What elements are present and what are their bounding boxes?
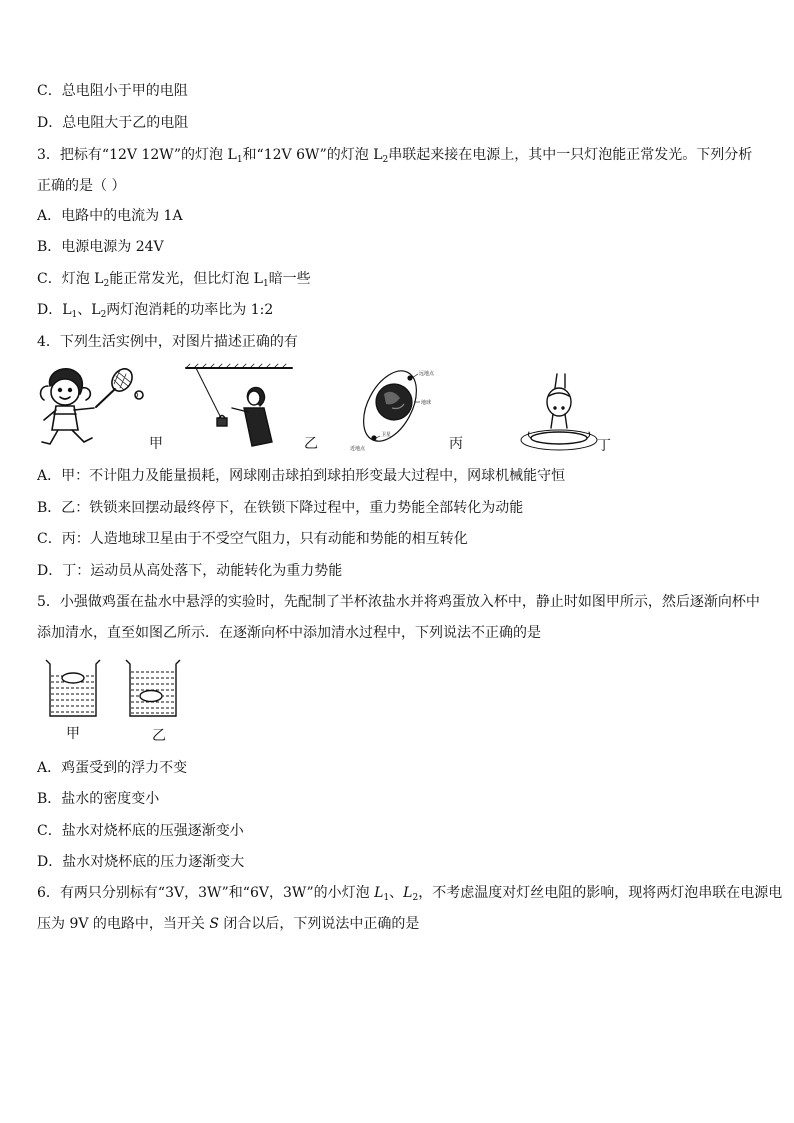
pendulum-lock-figure	[186, 364, 298, 450]
q3-option-b: B．电源电源为 24V	[37, 239, 164, 255]
girl-tennis-figure	[36, 364, 146, 450]
beaker-label-yi: 乙	[152, 728, 166, 744]
q5-stem-line1: 5．小强做鸡蛋在盐水中悬浮的实验时，先配制了半杯浓盐水并将鸡蛋放入杯中，静止时如图甲所示，然后逐渐向杯中	[37, 594, 760, 610]
figure-label-bing: 丙	[449, 436, 463, 452]
svg-text:卫星: 卫星	[381, 432, 392, 438]
svg-text:地球: 地球	[421, 400, 432, 406]
q3-option-d: D．$L_1$、$L_2$两灯泡消耗的功率比为 1:2	[37, 302, 274, 320]
beaker-yi-figure	[124, 656, 182, 720]
q5-option-b: B．盐水的密度变小	[37, 791, 160, 807]
q2-option-d: D．总电阻大于乙的电阻	[37, 115, 189, 131]
q4-option-c: C．丙：人造地球卫星由于不受空气阻力，只有动能和势能的相互转化	[37, 531, 468, 547]
satellite-orbit-figure	[348, 366, 438, 452]
q4-stem: 4．下列生活实例中，对图片描述正确的有	[37, 334, 298, 350]
beaker-label-jia: 甲	[66, 726, 80, 742]
q6-stem-line1: 6．有两只分别标有“3V，3W”和“6V，3W”的小灯泡 $L_1$、$L_2$，不考虑温度对灯丝电阻的影响，现将两灯泡串联在电源电	[37, 885, 783, 903]
q3-stem-line2: 正确的是（ ）	[37, 178, 126, 194]
q2-option-c: C．总电阻小于甲的电阻	[37, 83, 188, 99]
diver-figure	[519, 370, 599, 454]
q5-stem-line2: 添加清水，直至如图乙所示．在逐渐向杯中添加清水过程中，下列说法不正确的是	[37, 625, 541, 641]
q5-option-d: D．盐水对烧杯底的压力逐渐变大	[37, 854, 245, 870]
q5-option-a: A．鸡蛋受到的浮力不变	[37, 760, 188, 776]
q3-stem-line1: 3．把标有“12V 12W”的灯泡 $L_1$和“12V 6W”的灯泡 $L_2$串联起来接在电源上，其中一只灯泡能正常发光。下列分析	[37, 147, 753, 165]
svg-text:远地点: 远地点	[419, 371, 435, 377]
figure-label-ding: 丁	[597, 438, 611, 454]
beaker-jia-figure	[44, 656, 102, 720]
q6-stem-line2: 压为 9V 的电路中，当开关 S 闭合以后，下列说法中正确的是	[37, 916, 420, 932]
q3-option-c: C．灯泡 $L_2$能正常发光，但比灯泡 $L_1$暗一些	[37, 271, 311, 289]
figure-label-jia: 甲	[149, 436, 163, 452]
figure-label-yi: 乙	[304, 436, 318, 452]
q4-option-b: B．乙：铁锁来回摆动最终停下，在铁锁下降过程中，重力势能全部转化为动能	[37, 500, 524, 516]
svg-text:近地点: 近地点	[350, 446, 366, 452]
q4-option-d: D．丁：运动员从高处落下，动能转化为重力势能	[37, 563, 343, 579]
q4-option-a: A．甲：不计阻力及能量损耗，网球刚击球拍到球拍形变最大过程中，网球机械能守恒	[37, 468, 566, 484]
q3-option-a: A．电路中的电流为 1A	[37, 208, 183, 224]
q5-option-c: C．盐水对烧杯底的压强逐渐变小	[37, 823, 244, 839]
